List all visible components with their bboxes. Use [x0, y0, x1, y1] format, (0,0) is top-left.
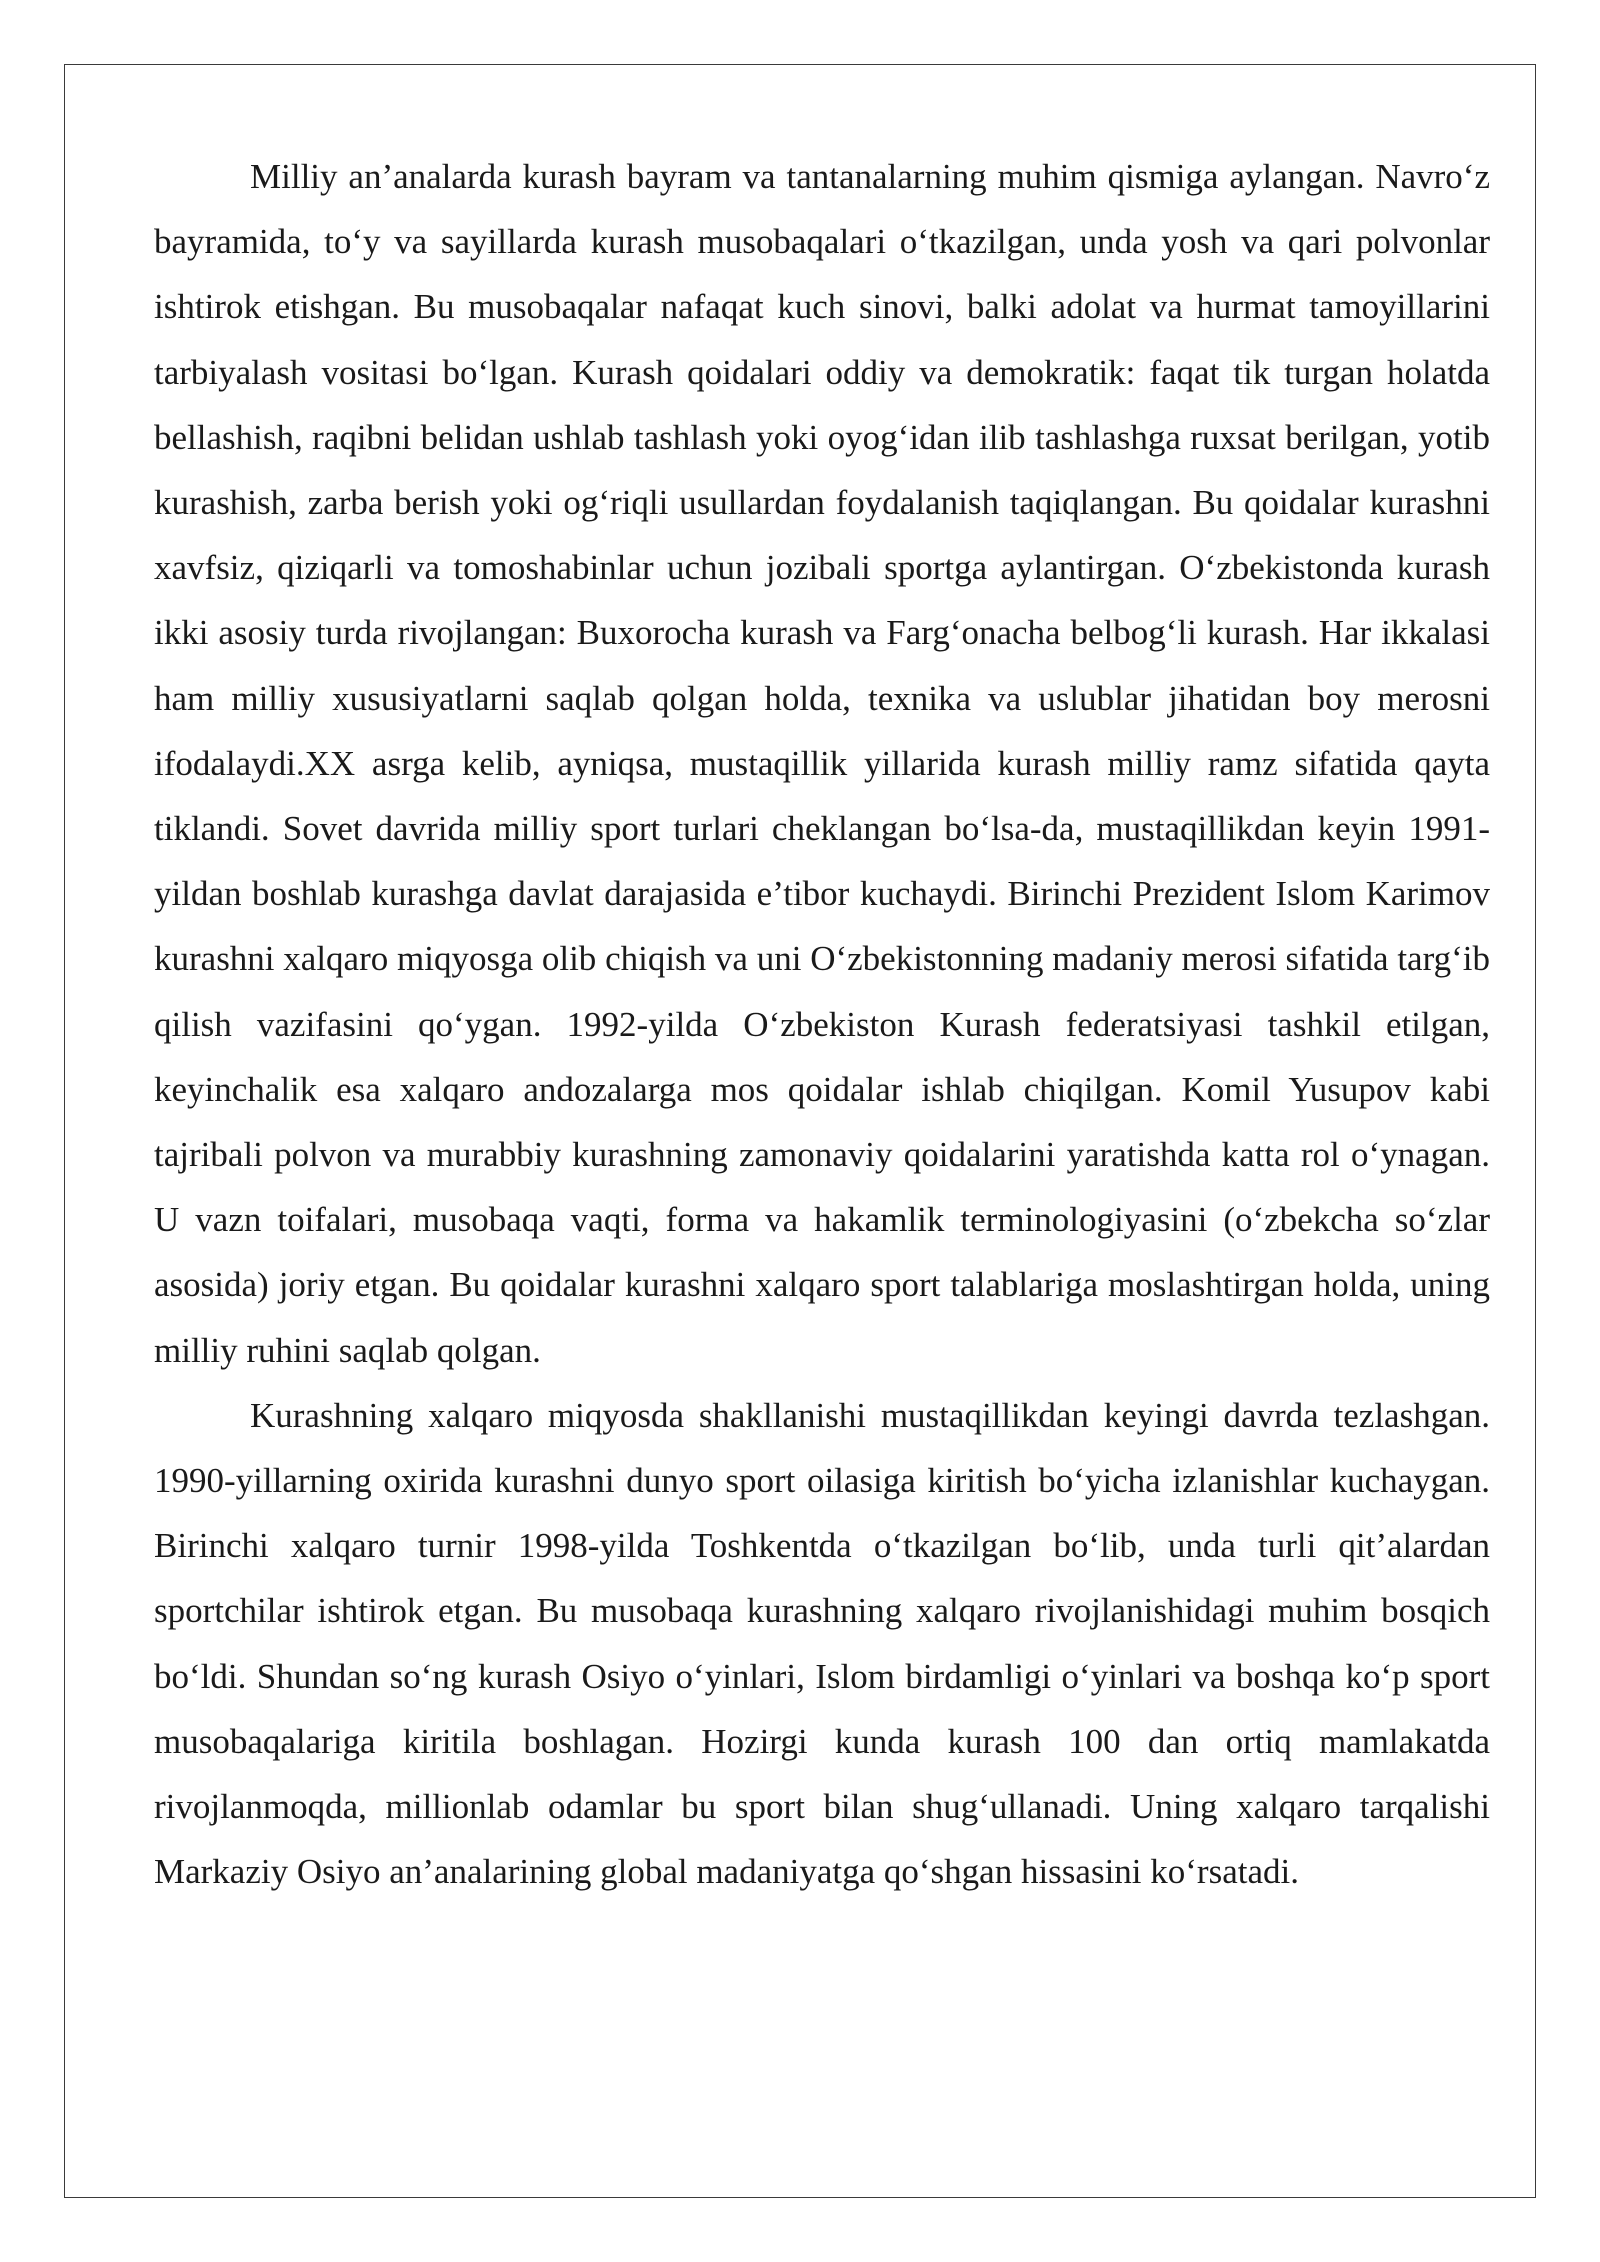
paragraph-2: Kurashning xalqaro miqyosda shakllanishi mustaqillikdan keyingi davrda tezlashgan. 1990-yillarning oxirida kurashni dunyo sport oilasiga kiritish bo‘yicha izlanishlar kuchaygan. Birinchi xalqaro turnir 1998-yilda Toshkentda o‘tkazilgan bo‘lib, unda turli qit’alardan sportchilar ishtirok etgan. Bu musobaqa kurashning xalqaro rivojlanishidagi muhim bosqich bo‘ldi. Shundan so‘ng kurash Osiyo o‘yinlari, Islom birdamligi o‘yinlari va boshqa ko‘p sport musobaqalariga kiritila boshlagan. Hozirgi kunda kurash 100 dan ortiq mamlakatda rivojlanmoqda, millionlab odamlar bu sport bilan shug‘ullanadi. Uning xalqaro tarqalishi Markaziy Osiyo an’analarining global madaniyatga qo‘shgan hissasini ko‘rsatadi.: [154, 1395, 1490, 1892]
document-body: [154, 144, 1490, 1904]
paragraph-1: Milliy an’analarda kurash bayram va tantanalarning muhim qismiga aylangan. Navro‘z bayramida, to‘y va sayillarda kurash musobaqalari o‘tkazilgan, unda yosh va qari polvonlar ishtirok etishgan. Bu musobaqalar nafaqat kuch sinovi, balki adolat va hurmat tamoyillarini tarbiyalash vositasi bo‘lgan. Kurash qoidalari oddiy va demokratik: faqat tik turgan holatda bellashish, raqibni belidan ushlab tashlash yoki oyog‘idan ilib tashlashga ruxsat berilgan, yotib kurashish, zarba berish yoki og‘riqli usullardan foydalanish taqiqlangan. Bu qoidalar kurashni xavfsiz, qiziqarli va tomoshabinlar uchun jozibali sportga aylantirgan. O‘zbekistonda kurash ikki asosiy turda rivojlangan: Buxorocha kurash va Farg‘onacha belbog‘li kurash. Har ikkalasi ham milliy xususiyatlarni saqlab qolgan holda, texnika va uslublar jihatidan boy merosni ifodalaydi.XX asrga kelib, ayniqsa, mustaqillik yillarida kurash milliy ramz sifatida qayta tiklandi. Sovet davrida milliy sport turlari cheklangan bo‘lsa-da, mustaqillikdan keyin 1991-yildan boshlab kurashga davlat darajasida e’tibor kuchaydi. Birinchi Prezident Islom Karimov kurashni xalqaro miqyosga olib chiqish va uni O‘zbekistonning madaniy merosi sifatida targ‘ib qilish vazifasini qo‘ygan. 1992-yilda O‘zbekiston Kurash federatsiyasi tashkil etilgan, keyinchalik esa xalqaro andozalarga mos qoidalar ishlab chiqilgan. Komil Yusupov kabi tajribali polvon va murabbiy kurashning zamonaviy qoidalarini yaratishda katta rol o‘ynagan. U vazn toifalari, musobaqa vaqti, forma va hakamlik terminologiyasini (o‘zbekcha so‘zlar asosida) joriy etgan. Bu qoidalar kurashni xalqaro sport talablariga moslashtirgan holda, uning milliy ruhini saqlab qolgan.: [154, 157, 1490, 1370]
